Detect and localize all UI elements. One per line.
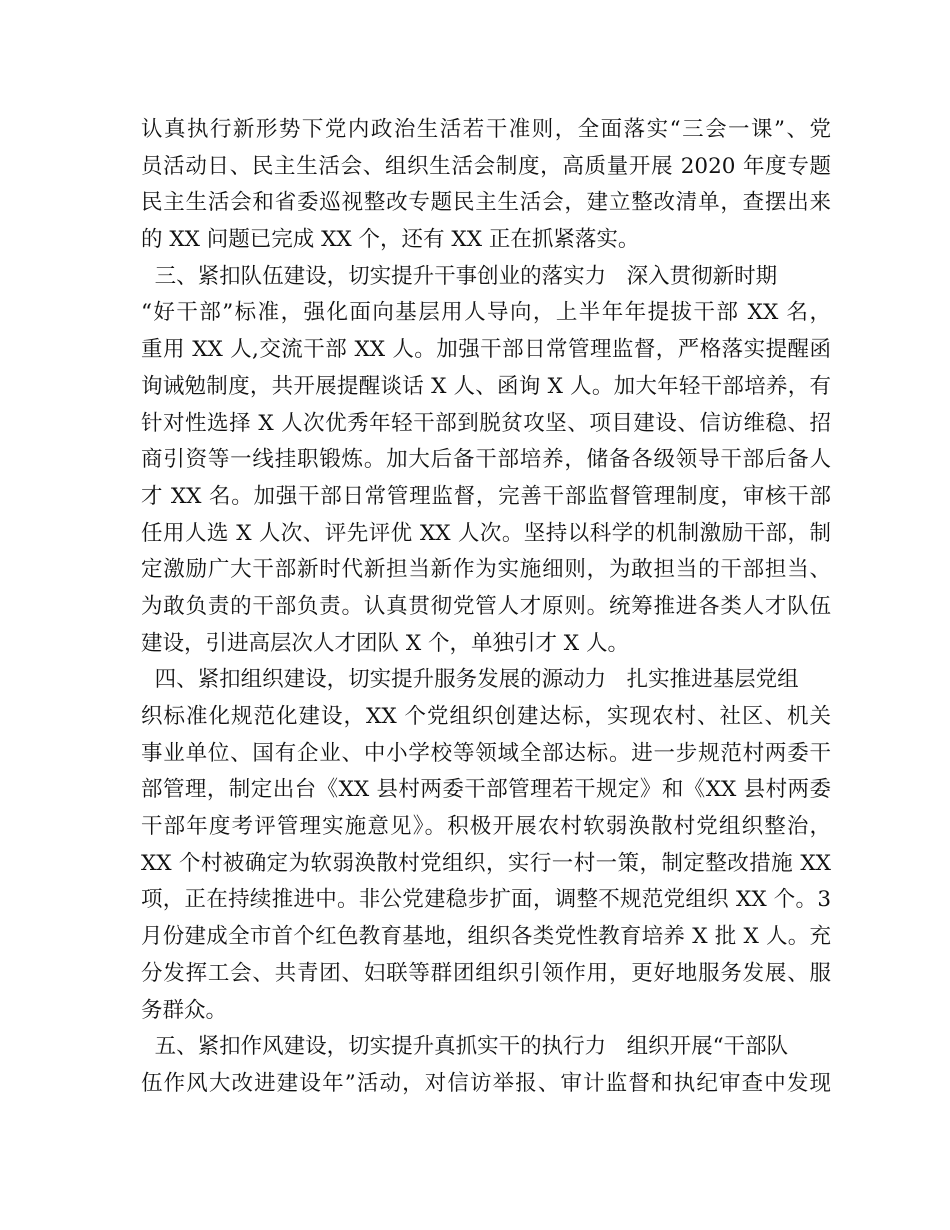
- text-line: 员活动日、民主生活会、组织生活会制度，高质量开展 2020 年度专题: [141, 153, 831, 179]
- text-line: 民主生活会和省委巡视整改专题民主生活会，建立整改清单，查摆出来: [141, 190, 831, 216]
- section-heading-line: 三、紧扣队伍建设，切实提升干事创业的落实力 深入贯彻新时期: [141, 263, 778, 289]
- text-line: 部管理，制定出台《XX 县村两委干部管理若干规定》和《XX 县村两委: [141, 777, 831, 803]
- text-line: 商引资等一线挂职锻炼。加大后备干部培养，储备各级领导干部后备人: [141, 447, 831, 473]
- text-line: 干部年度考评管理实施意见》。积极开展农村软弱涣散村党组织整治，: [141, 814, 831, 840]
- text-line: “好干部”标准，强化面向基层用人导向，上半年年提拔干部 XX 名，: [141, 300, 831, 326]
- text-line: 才 XX 名。加强干部日常管理监督，完善干部监督管理制度，审核干部: [141, 483, 831, 509]
- text-line: 月份建成全市首个红色教育基地，组织各类党性教育培养 X 批 X 人。充: [141, 924, 831, 950]
- text-line: 为敢负责的干部负责。认真贯彻党管人才原则。统筹推进各类人才队伍: [141, 593, 831, 619]
- text-line: 针对性选择 X 人次优秀年轻干部到脱贫攻坚、项目建设、信访维稳、招: [141, 410, 831, 436]
- text-line: 伍作风大改进建设年”活动，对信访举报、审计监督和执纪审查中发现: [141, 1070, 831, 1096]
- document-body: [141, 112, 831, 1103]
- text-line: 务群众。: [141, 997, 228, 1023]
- text-line: 项，正在持续推进中。非公党建稳步扩面，调整不规范党组织 XX 个。3: [141, 887, 831, 913]
- text-line: 任用人选 X 人次、评先评优 XX 人次。坚持以科学的机制激励干部，制: [141, 520, 831, 546]
- section-heading-line: 四、紧扣组织建设，切实提升服务发展的源动力 扎实推进基层党组: [141, 667, 799, 693]
- text-line: XX 个村被确定为软弱涣散村党组织，实行一村一策，制定整改措施 XX: [141, 850, 831, 876]
- text-line: 分发挥工会、共青团、妇联等群团组织引领作用，更好地服务发展、服: [141, 960, 831, 986]
- text-line: 认真执行新形势下党内政治生活若干准则，全面落实“三会一课”、党: [141, 117, 831, 142]
- text-line: 事业单位、国有企业、中小学校等领域全部达标。进一步规范村两委干: [141, 740, 831, 766]
- section-heading-line: 五、紧扣作风建设，切实提升真抓实干的执行力 组织开展“干部队: [141, 1034, 789, 1060]
- text-line: 询诫勉制度，共开展提醒谈话 X 人、函询 X 人。加大年轻干部培养，有: [141, 373, 831, 399]
- text-line: 织标准化规范化建设，XX 个党组织创建达标，实现农村、社区、机关: [141, 704, 831, 729]
- text-line: 定激励广大干部新时代新担当新作为实施细则，为敢担当的干部担当、: [141, 557, 831, 583]
- text-line: 的 XX 问题已完成 XX 个，还有 XX 正在抓紧落实。: [141, 227, 640, 253]
- text-line: 重用 XX 人,交流干部 XX 人。加强干部日常管理监督，严格落实提醒函: [141, 337, 831, 363]
- text-line: 建设，引进高层次人才团队 X 个，单独引才 X 人。: [141, 630, 629, 656]
